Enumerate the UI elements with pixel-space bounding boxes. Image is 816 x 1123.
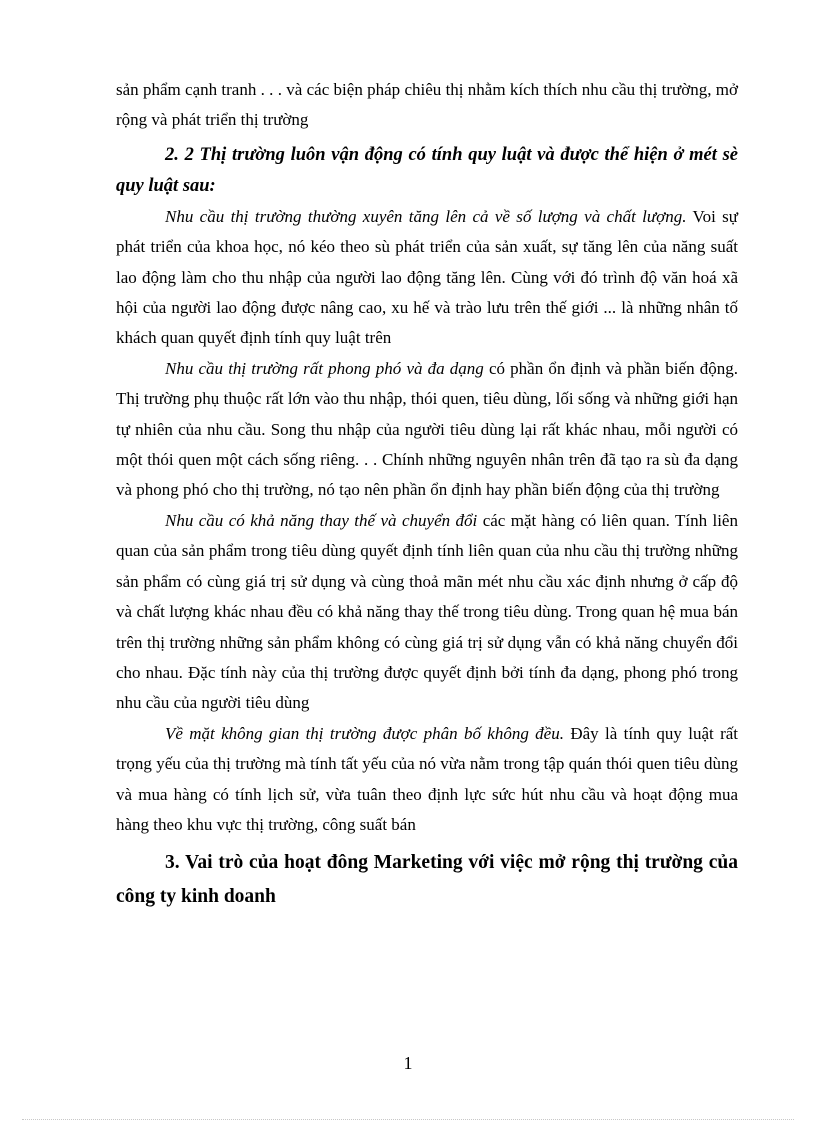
page-body — [116, 75, 738, 914]
page-bottom-divider — [22, 1119, 794, 1120]
paragraph-5-text: Đây là tính quy luật rất trọng yếu của thị trường mà tính tất yếu của nó vừa nằm trong tập quán thói quen tiêu dùng và mua hàng có tính lịch sử, vừa tuân theo định lực sức hút nhu cầu và hoạt động mua hàng theo khu vực thị trường, công suất bán — [116, 723, 738, 834]
page-number: 1 — [403, 1053, 413, 1073]
paragraph-3-text: có phần ổn định và phần biến động. Thị trường phụ thuộc rất lớn vào thu nhập, thói quen, tiêu dùng, lối sống và những giới hạn tự nhiên của nhu cầu. Song thu nhập của người tiêu dùng lại rất khác nhau, mỗi người có một thói quen một cách sống riêng. . . Chính những nguyên nhân trên đã tạo ra sù đa dạng và phong phó cho thị trường, nó tạo nên phần ổn định hay phần biến động của thị trường — [116, 358, 738, 500]
paragraph-1: sản phẩm cạnh tranh . . . và các biện pháp chiêu thị nhằm kích thích nhu cầu thị trường, mở rộng và phát triển thị trường — [116, 80, 738, 130]
heading-section-2-2: 2. 2 Thị trường luôn vận động có tính quy luật và được thể hiện ở mét sè quy luật sau: — [116, 144, 738, 196]
paragraph-4 — [116, 506, 738, 719]
heading-section-3: 3. Vai trò của hoạt đông Marketing với việc mở rộng thị trường của công ty kinh doanh — [116, 852, 738, 908]
paragraph-4-text: các mặt hàng có liên quan. Tính liên quan của sản phẩm trong tiêu dùng quyết định tính liên quan của nhu cầu thị trường những sản phẩm có cùng giá trị sử dụng và cùng thoả mãn mét nhu cầu xác định nhưng ở cấp độ và chất lượng khác nhau đều có khả năng thay thế trong tiêu dùng. Trong quan hệ mua bán trên thị trường những sản phẩm không có cùng giá trị sử dụng vẫn có khả năng chuyển đổi cho nhau. Đặc tính này của thị trường được quyết định bởi tính đa dạng, phong phó trong nhu cầu của người tiêu dùng — [116, 510, 738, 713]
paragraph-5-lead: Về mặt không gian thị trường được phân bố không đều. — [165, 723, 564, 743]
paragraph-2-text: Voi sự phát triển của khoa học, nó kéo theo sù phát triển của sản xuất, sự tăng lên của năng suất lao động làm cho thu nhập của người lao động tăng lên. Cùng với đó trình độ văn hoá xã hội của người lao động được nâng cao, xu hế và trào lưu trên thế giới ... là những nhân tố khách quan quyết định tính quy luật trên — [116, 206, 738, 348]
paragraph-2 — [116, 202, 738, 354]
paragraph-5 — [116, 719, 738, 841]
paragraph-4-lead: Nhu cầu có khả năng thay thế và chuyển đổi — [165, 510, 478, 530]
paragraph-2-lead: Nhu cầu thị trường thường xuyên tăng lên cả về số lượng và chất lượng. — [165, 206, 687, 226]
paragraph-3 — [116, 354, 738, 506]
paragraph-3-lead: Nhu cầu thị trường rất phong phó và đa dạng — [165, 358, 484, 378]
